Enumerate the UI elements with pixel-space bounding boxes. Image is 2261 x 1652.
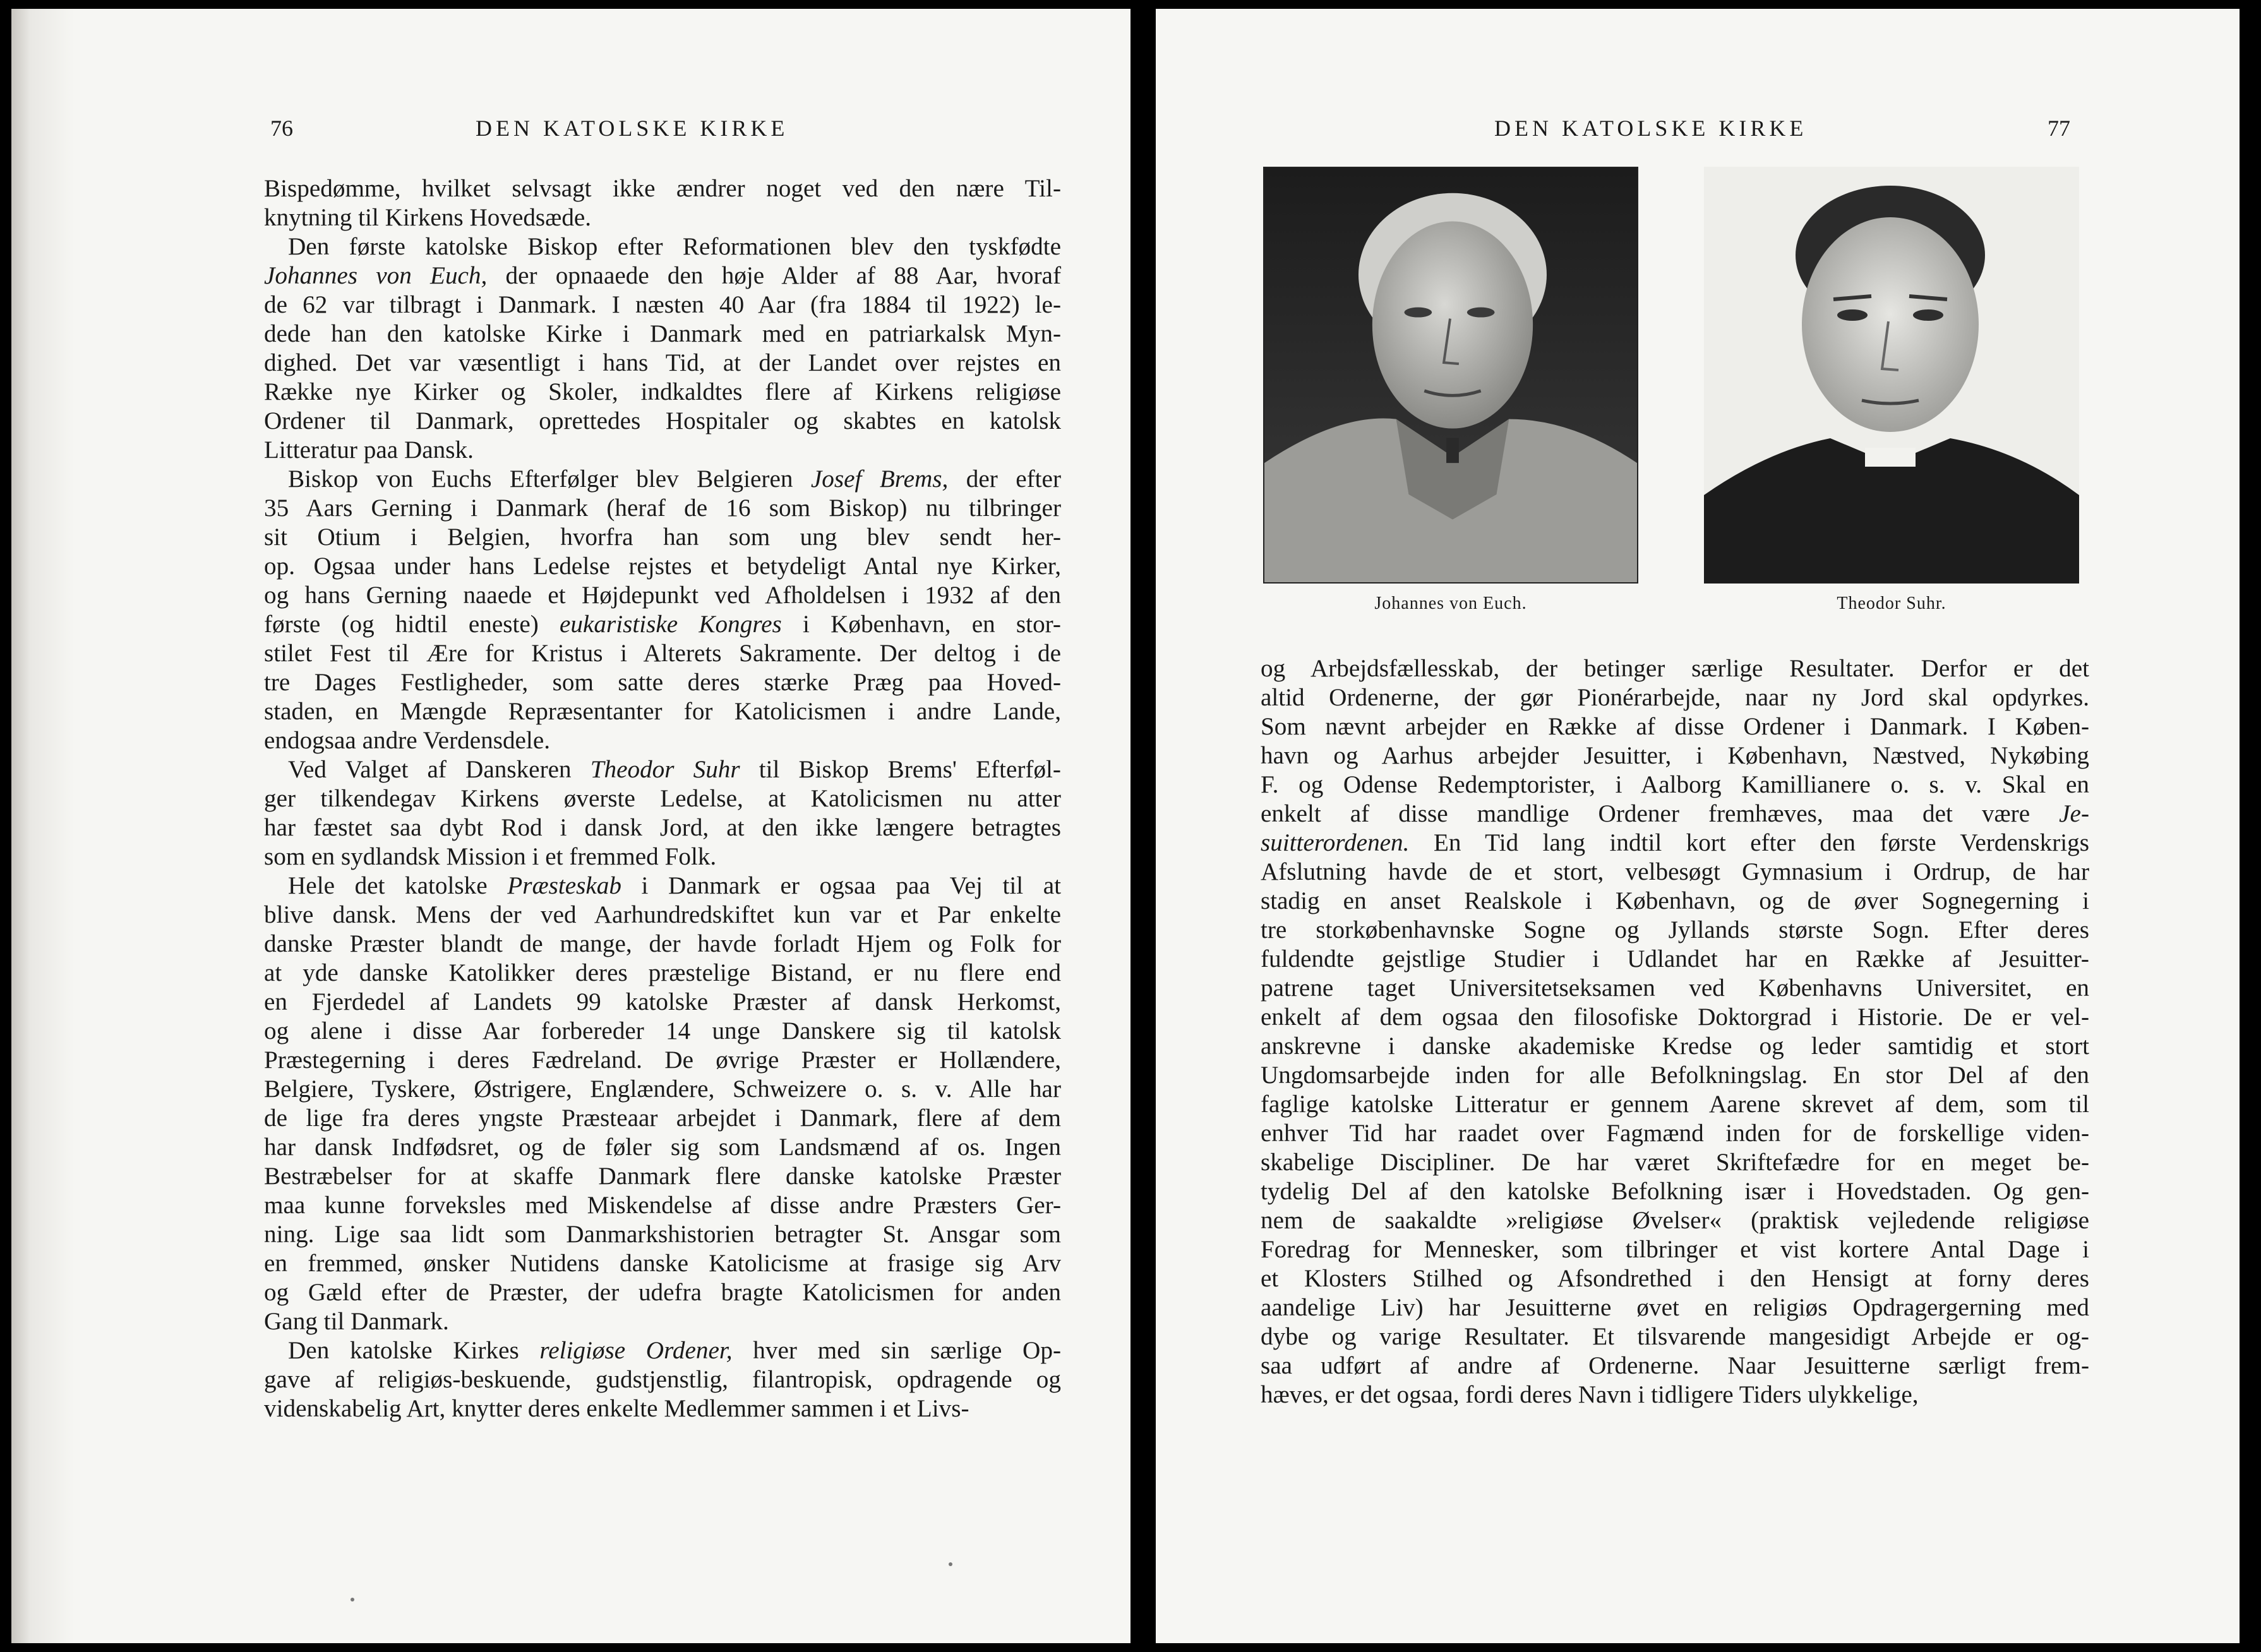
text-line: [1261, 1264, 2089, 1293]
text-line: [1261, 945, 2089, 974]
paragraph: [264, 1336, 1061, 1423]
text-run: at yde danske Katolikker deres præstelige Bistand, er nu flere end: [264, 959, 1061, 986]
text-line: [264, 320, 1061, 349]
text-run: der efter: [948, 465, 1062, 493]
text-line: [1261, 799, 2089, 829]
text-line: [1261, 1061, 2089, 1090]
text-line: [1261, 654, 2089, 683]
text-run: nem de saakaldte »religiøse Øvelser« (praktisk vejledende religiøse: [1261, 1207, 2089, 1234]
text-line: [264, 639, 1061, 668]
text-run: Foredrag for Mennesker, som tilbringer et vist kortere Antal Dage i: [1261, 1236, 2089, 1263]
text-run: dede han den katolske Kirke i Danmark med en patriarkalsk Myn-: [264, 320, 1061, 347]
text-run: Ordener til Danmark, oprettedes Hospitaler og skabtes en katolsk: [264, 407, 1061, 434]
italic-text-run: Præsteskab: [507, 872, 621, 899]
text-run: i Danmark er ogsaa paa Vej til at: [621, 872, 1061, 899]
text-line: [1261, 1032, 2089, 1061]
text-run: Belgiere, Tyskere, Østrigere, Englændere, Schweizere o. s. v. Alle har: [264, 1075, 1061, 1103]
text-run: endogsaa andre Verdensdele.: [264, 727, 551, 754]
text-run: Hele det katolske: [288, 872, 508, 899]
text-run: til Biskop Brems' Efterføl-: [740, 756, 1061, 783]
paragraph: [1261, 654, 2089, 1410]
text-line: [264, 232, 1061, 261]
speck: [351, 1598, 354, 1601]
text-line: [264, 697, 1061, 726]
text-run: Den første katolske Biskop efter Reformationen blev den tyskfødte: [288, 233, 1061, 260]
right-page: [1156, 9, 2240, 1643]
speck: [949, 1562, 952, 1566]
text-line: [1261, 1206, 2089, 1235]
text-line: [264, 552, 1061, 581]
text-line: [264, 1104, 1061, 1133]
text-run: har fæstet saa dybt Rod i dansk Jord, at den ikke længere betragtes: [264, 814, 1061, 841]
text-run: En Tid lang indtil kort efter den første Verdenskrigs: [1409, 829, 2089, 856]
paragraph: [264, 174, 1061, 232]
text-run: Biskop von Euchs Efterfølger blev Belgieren: [288, 465, 811, 493]
text-run: ger tilkendegav Kirkens øverste Ledelse, at Katolicismen nu atter: [264, 785, 1061, 812]
text-run: staden, en Mængde Repræsentanter for Katolicismen i andre Lande,: [264, 698, 1061, 725]
text-line: [1261, 887, 2089, 916]
text-line: [264, 494, 1061, 523]
text-run: hæves, er det ogsaa, fordi deres Navn i tidligere Tiders ulykkelige,: [1261, 1381, 1919, 1408]
text-line: [1261, 1177, 2089, 1206]
text-run: i København, en stor-: [781, 611, 1061, 638]
text-run: anskrevne i danske akademiske Kredse og leder samtidig et stort: [1261, 1032, 2089, 1060]
text-line: [1261, 1293, 2089, 1322]
text-line: [1261, 683, 2089, 712]
text-run: havn og Aarhus arbejder Jesuitter, i København, Næstved, Nykøbing: [1261, 742, 2089, 769]
text-run: danske Præster blandt de mange, der havde forladt Hjem og Folk for: [264, 930, 1061, 957]
text-run: Den katolske Kirkes: [288, 1337, 540, 1364]
paragraph: [264, 232, 1061, 465]
text-run: har dansk Indfødsret, og de føler sig som Landsmænd af os. Ingen: [264, 1134, 1061, 1161]
portrait-figure-euch: [1263, 167, 1638, 614]
text-run: ning. Lige saa lidt som Danmarkshistorien betragter St. Ansgar som: [264, 1221, 1061, 1248]
text-run: patrene taget Universitetseksamen ved Københavns Universitet, en: [1261, 974, 2089, 1002]
text-run: Som nævnt arbejder en Række af disse Ordener i Danmark. I Køben-: [1261, 713, 2089, 740]
portrait-figure-suhr: [1704, 167, 2079, 614]
text-line: [264, 755, 1061, 784]
text-line: [264, 726, 1061, 755]
text-line: [264, 1075, 1061, 1104]
text-line: [1261, 712, 2089, 741]
text-run: tydelig Del af den katolske Befolkning især i Hovedstaden. Og gen-: [1261, 1178, 2089, 1205]
text-line: [264, 668, 1061, 697]
portrait-caption-euch: Johannes von Euch.: [1374, 594, 1527, 613]
text-line: [264, 784, 1061, 813]
italic-text-run: religiøse Ordener,: [539, 1337, 733, 1364]
text-line: [264, 1133, 1061, 1162]
text-line: [264, 871, 1061, 901]
text-line: [1261, 770, 2089, 799]
text-run: og Arbejdsfællesskab, der betinger særlige Resultater. Derfor er det: [1261, 655, 2089, 682]
text-line: [264, 610, 1061, 639]
text-line: [264, 959, 1061, 988]
text-run: blive dansk. Mens der ved Aarhundredskiftet kun var et Par enkelte: [264, 901, 1061, 928]
text-line: [264, 436, 1061, 465]
text-run: og alene i disse Aar forbereder 14 unge Danskere sig til katolsk: [264, 1017, 1061, 1044]
text-run: Række nye Kirker og Skoler, indkaldtes flere af Kirkens religiøse: [264, 378, 1061, 405]
text-line: [264, 581, 1061, 610]
left-page-body-text: [264, 174, 1061, 1423]
text-run: stilet Fest til Ære for Kristus i Alterets Sakramente. Der deltog i de: [264, 640, 1061, 667]
text-run: Gang til Danmark.: [264, 1308, 449, 1335]
text-run: enhver Tid har raadet over Fagmænd inden for de forskellige viden-: [1261, 1120, 2089, 1147]
portrait-photo-euch: [1263, 167, 1638, 584]
text-run: første (og hidtil eneste): [264, 611, 560, 638]
text-run: og hans Gerning naaede et Højdepunkt ved Afholdelsen i 1932 af den: [264, 582, 1061, 609]
italic-text-run: Josef Brems,: [810, 465, 949, 493]
text-line: [264, 349, 1061, 378]
text-line: [264, 988, 1061, 1017]
text-line: [264, 1336, 1061, 1365]
text-line: [264, 1017, 1061, 1046]
text-run: dybe og varige Resultater. Et tilsvarende mangesidigt Arbejde er og-: [1261, 1323, 2089, 1350]
text-run: gave af religiøs-beskuende, gudstjenstlig, filantropisk, opdragende og: [264, 1366, 1061, 1393]
text-line: [264, 1162, 1061, 1191]
text-run: Litteratur paa Dansk.: [264, 436, 474, 464]
text-line: [264, 1191, 1061, 1220]
text-run: F. og Odense Redemptorister, i Aalborg Kamillianere o. s. v. Skal en: [1261, 771, 2089, 798]
paragraph: [264, 465, 1061, 755]
text-line: [264, 523, 1061, 552]
text-run: hver med sin særlige Op-: [732, 1337, 1061, 1364]
text-run: Ved Valget af Danskeren: [288, 756, 591, 783]
page-number: 76: [270, 116, 293, 141]
text-line: [264, 261, 1061, 290]
text-line: [1261, 1235, 2089, 1264]
text-run: dighed. Det var væsentligt i hans Tid, at der Landet over rejstes en: [264, 349, 1061, 376]
text-run: enkelt af dem ogsaa den filosofiske Doktorgrad i Historie. De er vel-: [1261, 1003, 2089, 1031]
text-line: [264, 813, 1061, 842]
italic-text-run: Je-: [2059, 800, 2089, 827]
text-run: 35 Aars Gerning i Danmark (heraf de 16 som Biskop) nu tilbringer: [264, 494, 1061, 522]
running-head: DEN KATOLSKE KIRKE: [476, 116, 789, 141]
text-line: [264, 901, 1061, 930]
left-page: [11, 9, 1130, 1643]
text-line: [264, 1278, 1061, 1307]
text-run: sit Otium i Belgien, hvorfra han som ung blev sendt her-: [264, 524, 1061, 551]
text-run: fuldendte gejstlige Studier i Udlandet har en Række af Jesuitter-: [1261, 945, 2089, 973]
text-run: tre storkøbenhavnske Sogne og Jyllands største Sogn. Efter deres: [1261, 916, 2089, 943]
text-line: [1261, 1119, 2089, 1148]
text-line: [264, 290, 1061, 320]
text-run: en fremmed, ønsker Nutidens danske Katolicisme at frasige sig Arv: [264, 1250, 1061, 1277]
text-run: stadig en anset Realskole i København, og de øver Sognegerning i: [1261, 887, 2089, 914]
text-run: Bispedømme, hvilket selvsagt ikke ændrer noget ved den nære Til-: [264, 175, 1061, 202]
text-line: [264, 1307, 1061, 1336]
text-line: [1261, 1322, 2089, 1351]
text-run: og Gæld efter de Præster, der udefra bragte Katolicismen for anden: [264, 1279, 1061, 1306]
paragraph: [264, 755, 1061, 871]
text-run: aandelige Liv) har Jesuitterne øvet en religiøs Opdragergerning med: [1261, 1294, 2089, 1321]
text-run: Ungdomsarbejde inden for alle Befolkningslag. En stor Del af den: [1261, 1062, 2089, 1089]
text-line: [264, 378, 1061, 407]
text-line: [264, 203, 1061, 232]
text-run: enkelt af disse mandlige Ordener fremhæves, maa det være: [1261, 800, 2060, 827]
text-run: tre Dages Festligheder, som satte deres stærke Præg paa Hoved-: [264, 669, 1061, 696]
text-run: faglige katolske Litteratur er gennem Aarene skrevet af dem, som til: [1261, 1091, 2089, 1118]
text-run: maa kunne forveksles med Miskendelse af disse andre Præsters Ger-: [264, 1192, 1061, 1219]
text-line: [1261, 1380, 2089, 1410]
text-run: skabelige Discipliner. De har været Skriftefædre for en meget be-: [1261, 1149, 2089, 1176]
paragraph: [264, 871, 1061, 1336]
text-line: [1261, 974, 2089, 1003]
portrait-photo-suhr: [1704, 167, 2079, 584]
text-run: Afslutning havde de et stort, velbesøgt Gymnasium i Ordrup, de har: [1261, 858, 2089, 885]
text-run: knytning til Kirkens Hovedsæde.: [264, 204, 592, 231]
text-line: [264, 1365, 1061, 1394]
text-line: [1261, 1090, 2089, 1119]
text-line: [264, 407, 1061, 436]
page-number: 77: [2048, 116, 2070, 141]
text-line: [264, 930, 1061, 959]
italic-text-run: Theodor Suhr: [590, 756, 740, 783]
text-run: altid Ordenerne, der gør Pionérarbejde, naar ny Jord skal opdyrkes.: [1261, 684, 2089, 711]
text-run: som en sydlandsk Mission i et fremmed Folk.: [264, 843, 717, 870]
text-line: [1261, 1351, 2089, 1380]
text-run: der opnaaede den høje Alder af 88 Aar, hvoraf: [487, 262, 1062, 289]
italic-text-run: eukaristiske Kongres: [560, 611, 782, 638]
text-line: [264, 842, 1061, 871]
text-line: [264, 1249, 1061, 1278]
page-edge-shadow: [11, 9, 75, 1643]
text-line: [1261, 916, 2089, 945]
text-run: op. Ogsaa under hans Ledelse rejstes et betydeligt Antal nye Kirker,: [264, 553, 1061, 580]
text-run: et Klosters Stilhed og Afsondrethed i den Hensigt at forny deres: [1261, 1265, 2089, 1292]
text-line: [264, 465, 1061, 494]
text-run: de 62 var tilbragt i Danmark. I næsten 40 Aar (fra 1884 til 1922) le-: [264, 291, 1061, 318]
text-line: [264, 1220, 1061, 1249]
portrait-caption-suhr: Theodor Suhr.: [1837, 594, 1946, 613]
text-line: [264, 1394, 1061, 1423]
text-run: en Fjerdedel af Landets 99 katolske Præster af dansk Herkomst,: [264, 988, 1061, 1015]
italic-text-run: Johannes von Euch,: [264, 262, 488, 289]
text-run: Præstegerning i deres Fædreland. De øvrige Præster er Hollændere,: [264, 1046, 1061, 1074]
text-line: [1261, 829, 2089, 858]
text-run: videnskabelig Art, knytter deres enkelte Medlemmer sammen i et Livs-: [264, 1395, 969, 1422]
text-line: [1261, 1003, 2089, 1032]
text-run: Bestræbelser for at skaffe Danmark flere danske katolske Præster: [264, 1163, 1061, 1190]
running-head: DEN KATOLSKE KIRKE: [1494, 116, 1808, 141]
text-line: [264, 1046, 1061, 1075]
italic-text-run: suitterordenen.: [1261, 829, 1410, 856]
text-line: [264, 174, 1061, 203]
text-line: [1261, 858, 2089, 887]
text-line: [1261, 1148, 2089, 1177]
text-run: de lige fra deres yngste Præsteaar arbejdet i Danmark, flere af dem: [264, 1104, 1061, 1132]
right-page-body-text: [1261, 654, 2089, 1410]
text-line: [1261, 741, 2089, 770]
text-run: saa udført af andre af Ordenerne. Naar Jesuitterne særligt frem-: [1261, 1352, 2089, 1379]
